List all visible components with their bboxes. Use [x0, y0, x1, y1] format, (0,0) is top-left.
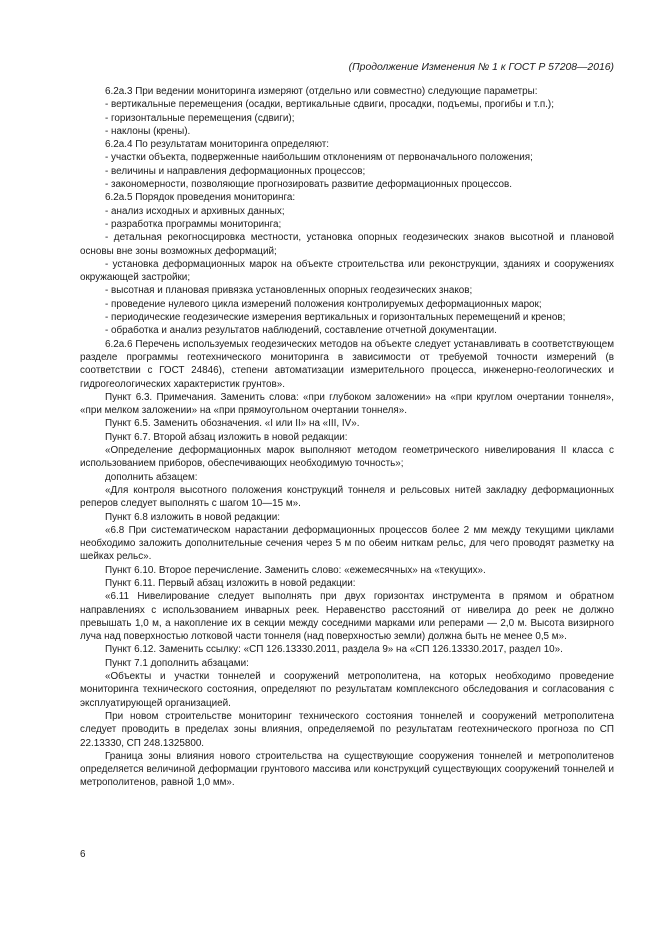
- paragraph: «Определение деформационных марок выполняют методом геометрического нивелирования II класса с использованием приборов, обеспечивающих необходимую точность»;: [80, 445, 614, 470]
- paragraph: «6.11 Нивелирование следует выполнять при двух горизонтах инструмента в прямом и обратном направлениях с использованием инварных реек. Неравенство расстояний от нивелира до реек не должно превышать 1,0 м, а накопление их в секции между соседними марками или реперами — 2,0 м. Высота визирного луча над поверхностью лотковой части тоннеля (над поверхностью земли) должна быть не менее 0,5 м».: [80, 591, 614, 643]
- paragraph: Пункт 6.5. Заменить обозначения. «I или II» на «III, IV».: [105, 418, 360, 430]
- body-text: [80, 85, 614, 790]
- paragraph: - высотная и плановая привязка установленных опорных геодезических знаков;: [105, 285, 473, 297]
- paragraph: Пункт 7.1 дополнить абзацами:: [105, 657, 249, 669]
- page-number: 6: [80, 849, 86, 860]
- paragraph: «Объекты и участки тоннелей и сооружений метрополитена, на которых необходимо проведение мониторинга технического состояния, определяют по результатам комплексного обследования и согласования с эксплуатирующей организацией.: [80, 671, 614, 709]
- paragraph: Пункт 6.7. Второй абзац изложить в новой редакции:: [105, 431, 348, 443]
- paragraph: Пункт 6.10. Второе перечисление. Заменить слово: «ежемесячных» на «текущих».: [105, 564, 486, 576]
- paragraph: - анализ исходных и архивных данных;: [105, 205, 285, 217]
- paragraph: - вертикальные перемещения (осадки, вертикальные сдвиги, просадки, подъемы, прогибы и т.п.);: [105, 99, 554, 111]
- paragraph: - горизонтальные перемещения (сдвиги);: [105, 112, 295, 124]
- paragraph: «6.8 При систематическом нарастании деформационных процессов более 2 мм между текущими циклами необходимо заложить дополнительные сечения через 5 м по обеим ниткам рельс, для чего проводят разметку на шейках рельс».: [80, 524, 614, 563]
- paragraph: Пункт 6.3. Примечания. Заменить слова: «при глубоком заложении» на «при круглом очертании тоннеля», «при мелком заложении» на «при прямоугольном очертании тоннеля».: [80, 391, 614, 417]
- paragraph: 6.2а.6 Перечень используемых геодезических методов на объекте следует устанавливать в соответствующем разделе программы геотехнического мониторинга в зависимости от требуемой точности измерений (в соответствии с ГОСТ 24846), степени автоматизации измерительного процесса, инженерно-геологических и гидрогеологических характеристик грунтов».: [80, 338, 614, 390]
- paragraph: - обработка и анализ результатов наблюдений, составление отчетной документации.: [105, 325, 497, 337]
- paragraph: - участки объекта, подверженные наибольшим отклонениям от первоначального положения;: [105, 152, 533, 164]
- paragraph: дополнить абзацем:: [105, 471, 198, 483]
- paragraph: «Для контроля высотного положения конструкций тоннеля и рельсовых нитей закладку деформационных реперов следует выполнять с шагом 10—15 м».: [80, 484, 614, 510]
- paragraph: 6.2а.4 По результатам мониторинга определяют:: [105, 139, 330, 151]
- paragraph: Пункт 6.8 изложить в новой редакции:: [105, 511, 280, 523]
- paragraph: - величины и направления деформационных процессов;: [105, 165, 366, 177]
- paragraph: - установка деформационных марок на объекте строительства или реконструкции, зданиях и сооружениях окружающей застройки;: [80, 258, 614, 284]
- paragraph: При новом строительстве мониторинг технического состояния тоннелей и сооружений метрополитена следует проводить в пределах зоны влияния, определяемой по результатам геотехнического прогноза по СП 22.13330, СП 248.1325800.: [80, 710, 614, 749]
- paragraph: - проведение нулевого цикла измерений положения контролируемых деформационных марок;: [105, 298, 542, 310]
- paragraph: Пункт 6.12. Заменить ссылку: «СП 126.13330.2011, раздела 9» на «СП 126.13330.2017, раздел 10».: [105, 644, 563, 656]
- paragraph: Граница зоны влияния нового строительства на существующие сооружения тоннелей и метрополитенов определяется величиной деформации грунтового массива или конструкций существующих сооружений тоннелей и метрополитенов, равной 1,0 мм».: [80, 750, 614, 789]
- paragraph: - детальная рекогносцировка местности, установка опорных геодезических знаков высотной и плановой основы вне зоны возможных деформаций;: [80, 232, 614, 257]
- paragraph: 6.2а.3 При ведении мониторинга измеряют (отдельно или совместно) следующие параметры:: [105, 86, 538, 97]
- paragraph: Пункт 6.11. Первый абзац изложить в новой редакции:: [105, 577, 356, 589]
- paragraph: 6.2а.5 Порядок проведения мониторинга:: [105, 192, 296, 204]
- paragraph: - наклоны (крены).: [105, 125, 191, 137]
- paragraph: - закономерности, позволяющие прогнозировать развитие деформационных процессов.: [105, 179, 513, 191]
- paragraph: - разработка программы мониторинга;: [105, 218, 282, 230]
- paragraph: - периодические геодезические измерения вертикальных и горизонтальных перемещений и кренов;: [105, 312, 566, 324]
- running-header: (Продолжение Изменения № 1 к ГОСТ Р 57208—2016): [348, 62, 614, 73]
